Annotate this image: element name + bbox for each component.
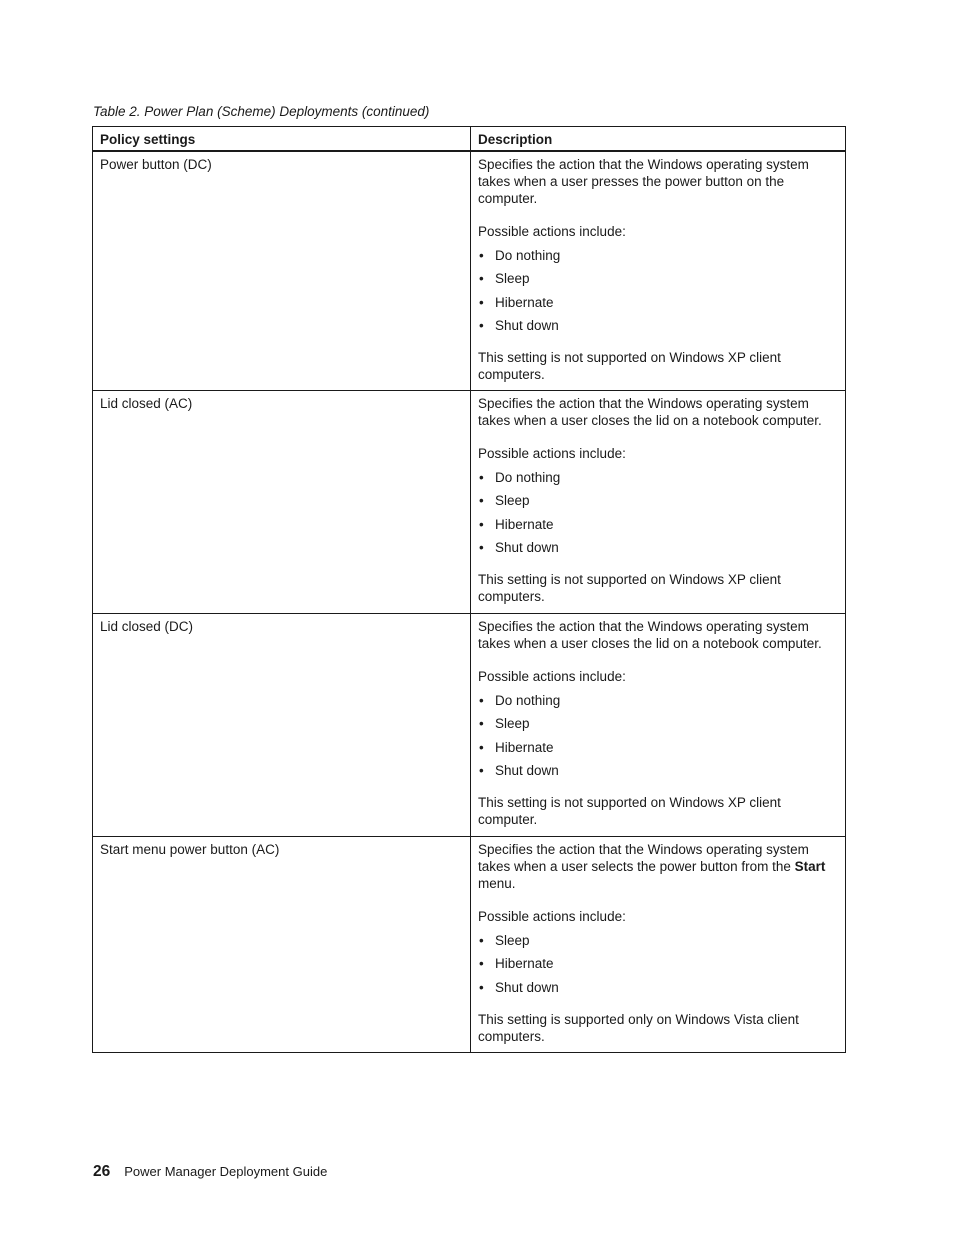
header-description: Description <box>471 127 846 151</box>
page-footer <box>93 1163 327 1181</box>
list-item: • Do nothing <box>479 469 561 485</box>
actions-label: Possible actions include: <box>478 223 626 239</box>
table-header-row <box>93 127 846 151</box>
actions-list <box>478 469 838 557</box>
header-policy-settings: Policy settings <box>93 127 471 151</box>
support-note: This setting is not supported on Windows XP client computer. <box>478 795 781 827</box>
table-row <box>93 151 846 391</box>
policy-setting-name: Power button (DC) <box>93 151 471 391</box>
list-item: • Do nothing <box>479 247 561 263</box>
description-text: Specifies the action that the Windows operating system takes when a user selects the power button from the Start menu. <box>478 841 826 891</box>
support-note: This setting is supported only on Windows Vista client computers. <box>478 1011 799 1044</box>
table-caption: Table 2. Power Plan (Scheme) Deployments (continued) <box>93 104 430 119</box>
actions-label: Possible actions include: <box>478 668 626 684</box>
support-note: This setting is not supported on Windows XP client computers. <box>478 572 781 604</box>
table-row <box>93 390 846 613</box>
list-item: • Hibernate <box>479 516 554 532</box>
description-text: Specifies the action that the Windows operating system takes when a user closes the lid on a notebook computer. <box>478 618 822 651</box>
page-number: 26 <box>93 1163 111 1180</box>
list-item: • Sleep <box>479 271 530 286</box>
list-item: • Sleep <box>479 493 530 508</box>
document-title: Power Manager Deployment Guide <box>124 1164 328 1179</box>
list-item: • Shut down <box>479 318 559 333</box>
description-text: Specifies the action that the Windows operating system takes when a user presses the power button on the computer. <box>478 156 809 206</box>
table-row <box>93 836 846 1052</box>
policy-description <box>471 390 846 613</box>
policy-setting-name: Lid closed (DC) <box>93 613 471 836</box>
actions-list <box>478 692 838 780</box>
policy-setting-name: Lid closed (AC) <box>93 390 471 613</box>
actions-list <box>478 932 838 996</box>
list-item: • Do nothing <box>479 692 561 708</box>
description-text: Specifies the action that the Windows operating system takes when a user closes the lid on a notebook computer. <box>478 395 822 428</box>
policy-description <box>471 836 846 1052</box>
power-plan-table <box>92 126 846 1053</box>
actions-label: Possible actions include: <box>478 445 626 461</box>
list-item: • Hibernate <box>479 956 554 971</box>
list-item: • Sleep <box>479 932 530 948</box>
list-item: • Hibernate <box>479 294 554 310</box>
list-item: • Sleep <box>479 716 530 731</box>
actions-label: Possible actions include: <box>478 908 626 924</box>
list-item: • Shut down <box>479 763 559 778</box>
start-menu-emphasis: Start <box>794 858 826 874</box>
list-item: • Shut down <box>479 540 559 555</box>
policy-description <box>471 151 846 391</box>
support-note: This setting is not supported on Windows XP client computers. <box>478 350 781 382</box>
policy-description <box>471 613 846 836</box>
table-row <box>93 613 846 836</box>
list-item: • Shut down <box>479 979 559 995</box>
list-item: • Hibernate <box>479 739 554 755</box>
policy-setting-name: Start menu power button (AC) <box>93 836 471 1052</box>
actions-list <box>478 247 838 335</box>
